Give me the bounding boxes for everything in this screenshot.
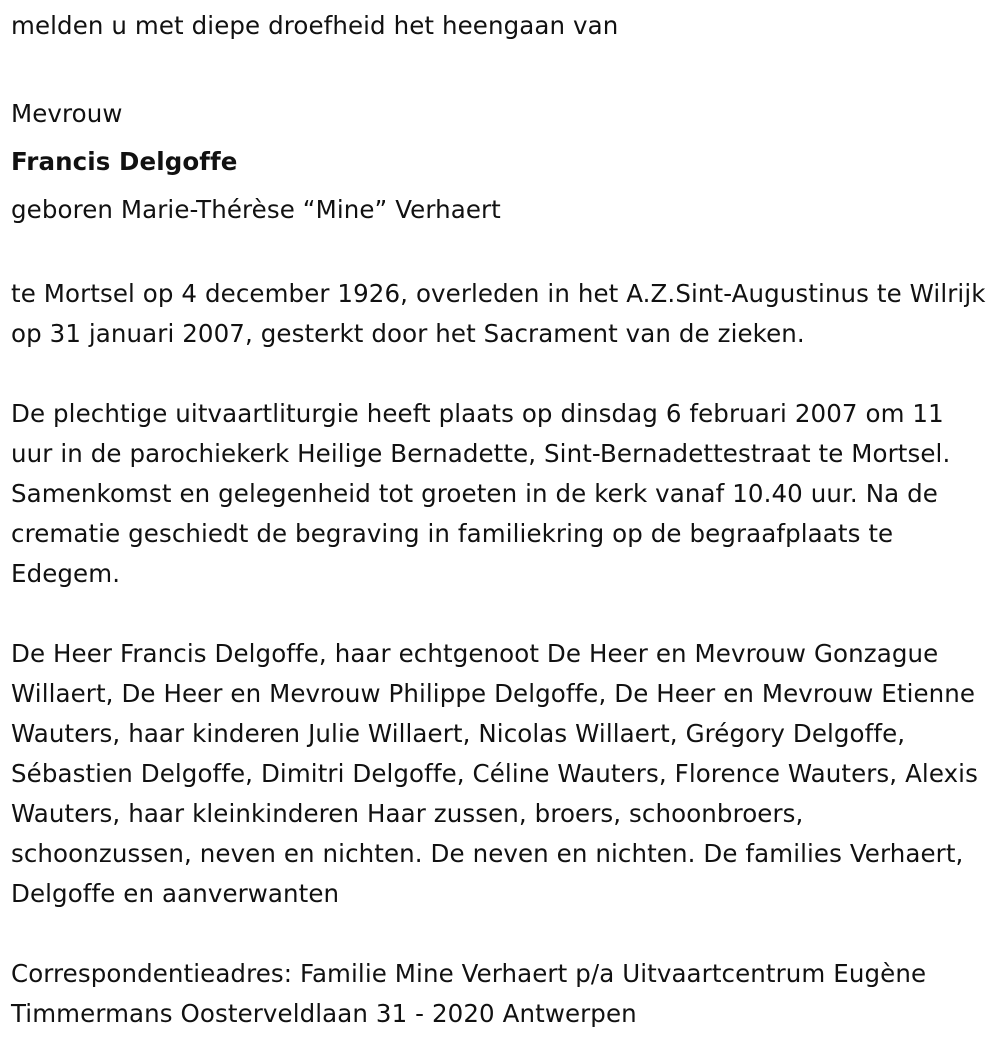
correspondence-paragraph: Correspondentieadres: Familie Mine Verhaert p/a Uitvaartcentrum Eugène Timmermans Oosterveldlaan 31 - 2020 Antwerpen — [11, 959, 927, 1028]
salutation: Mevrouw — [11, 99, 123, 128]
birth-name: geboren Marie-Thérèse “Mine” Verhaert — [11, 195, 501, 224]
deceased-name: Francis Delgoffe — [11, 147, 238, 176]
spacer — [11, 46, 990, 86]
spacer — [11, 594, 990, 634]
spacer — [11, 914, 990, 954]
spacer — [11, 354, 990, 394]
funeral-paragraph: De plechtige uitvaartliturgie heeft plaats op dinsdag 6 februari 2007 om 11 uur in de parochiekerk Heilige Bernadette, Sint-Bernadettestraat te Mortsel. Samenkomst en gelegenheid tot groeten in de kerk vanaf 10.40 uur. Na de crematie geschiedt de begraving in familiekring op de begraafplaats te Edegem. — [11, 399, 951, 588]
birth-death-paragraph: te Mortsel op 4 december 1926, overleden in het A.Z.Sint-Augustinus te Wilrijk op 31 januari 2007, gesterkt door het Sacrament van de zieken. — [11, 279, 986, 348]
spacer — [11, 234, 990, 274]
intro-text: melden u met diepe droefheid het heengaan van — [11, 11, 619, 40]
family-paragraph: De Heer Francis Delgoffe, haar echtgenoot De Heer en Mevrouw Gonzague Willaert, De Heer en Mevrouw Philippe Delgoffe, De Heer en Mevrouw Etienne Wauters, haar kinderen Julie Willaert, Nicolas Willaert, Grégory Delgoffe, Sébastien Delgoffe, Dimitri Delgoffe, Céline Wauters, Florence Wauters, Alexis Wauters, haar kleinkinderen Haar zussen, broers, schoonbroers, schoonzussen, neven en nichten. De neven en nichten. De families Verhaert, Delgoffe en aanverwanten — [11, 639, 978, 908]
